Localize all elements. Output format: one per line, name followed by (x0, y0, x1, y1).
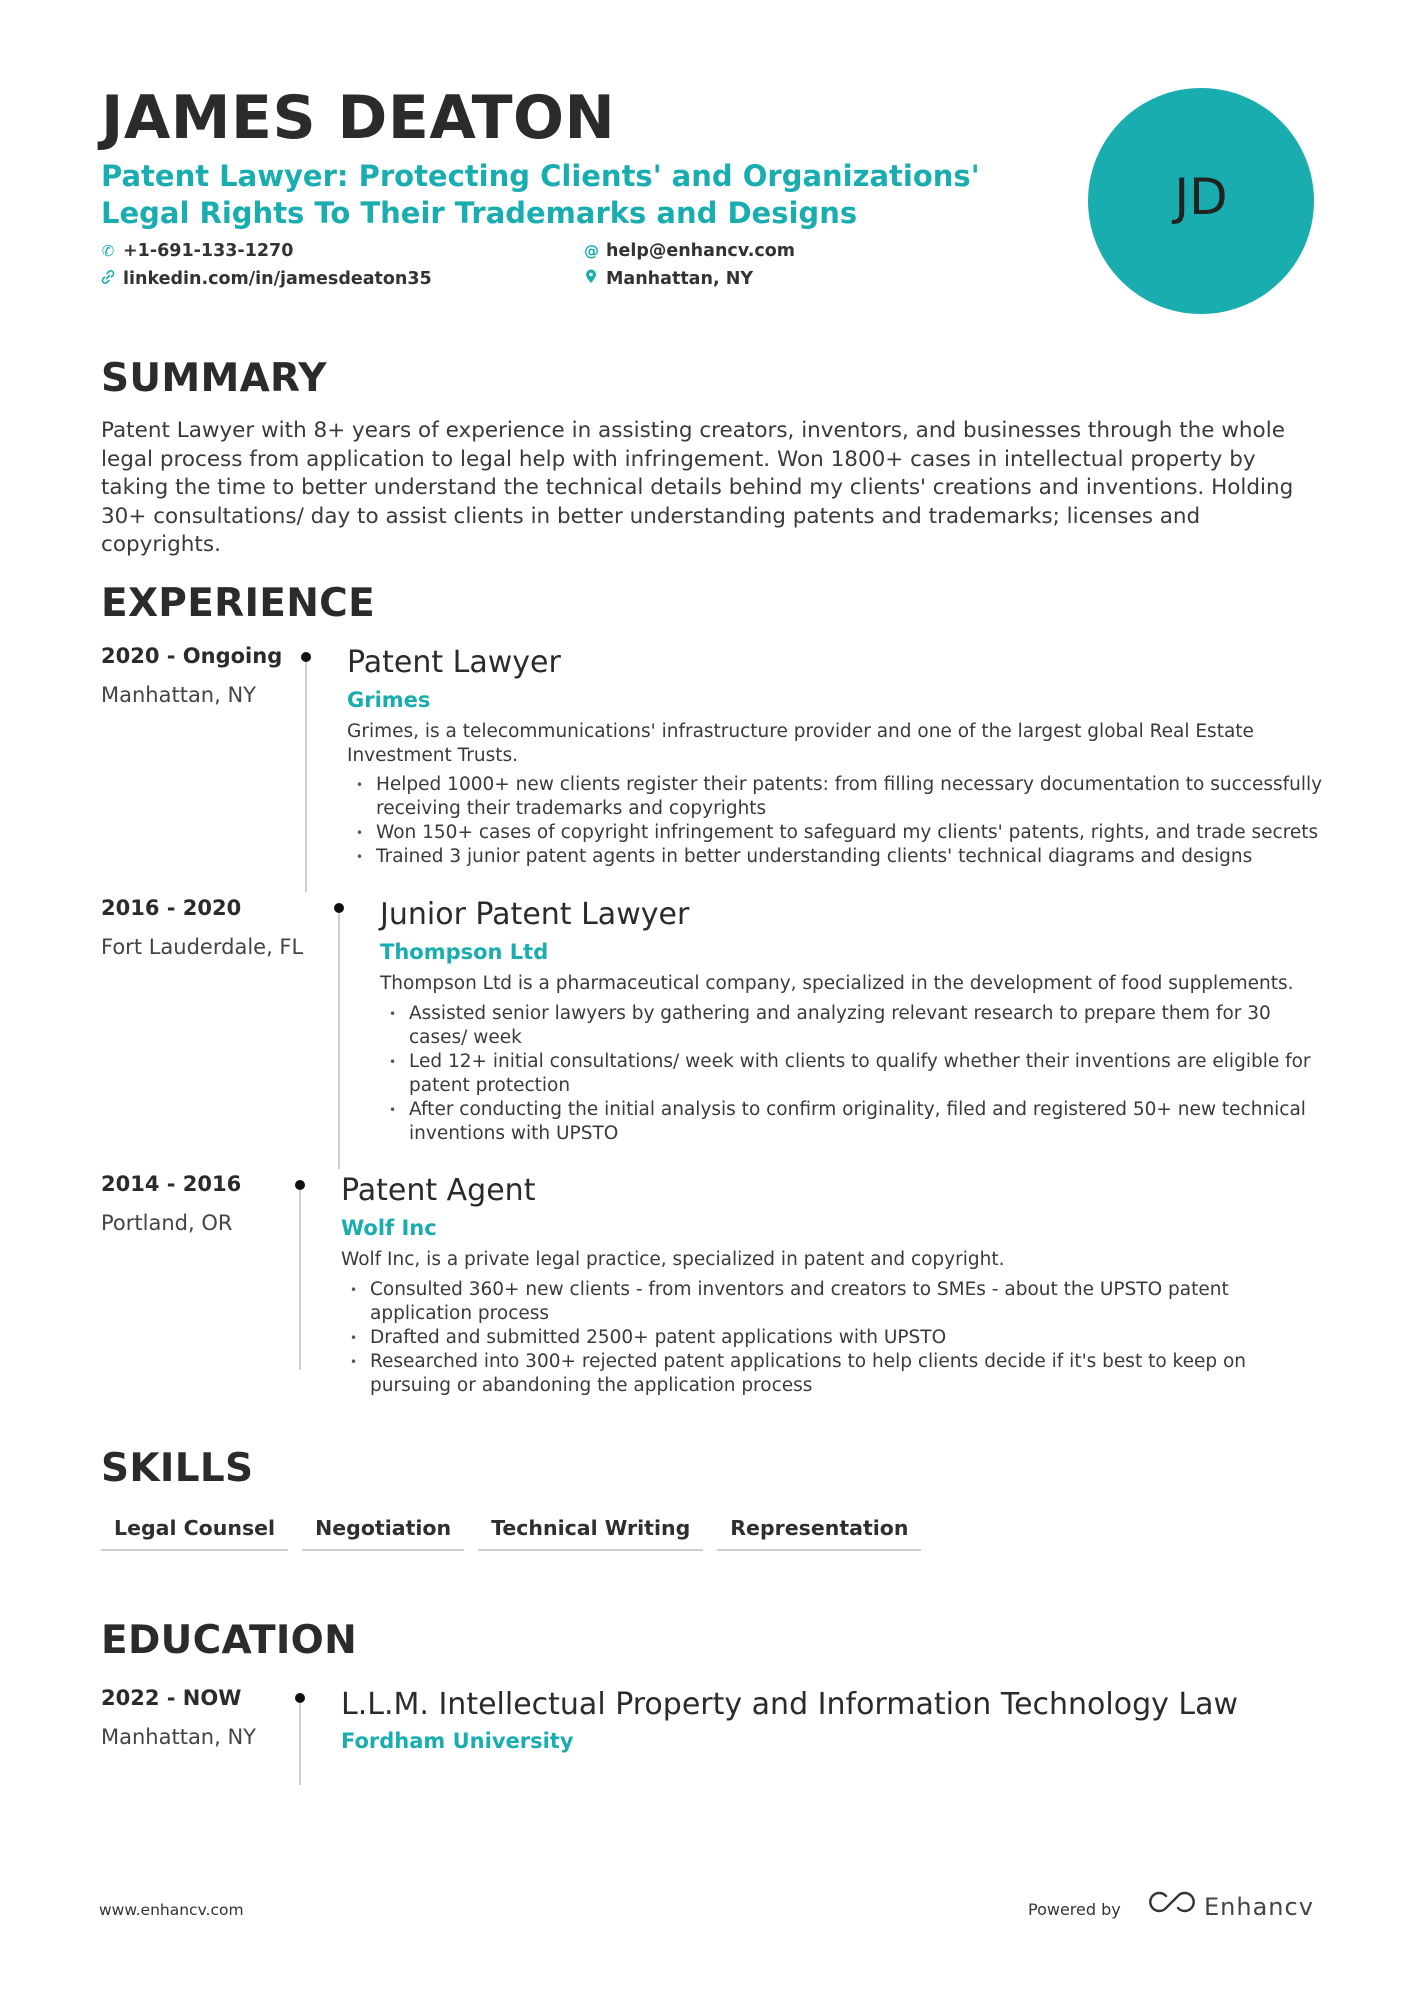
location-text: Manhattan, NY (606, 269, 754, 289)
experience-heading: EXPERIENCE (101, 581, 376, 626)
avatar (1088, 88, 1314, 314)
timeline-dot (295, 1693, 305, 1703)
timeline-line (299, 1703, 301, 1785)
experience-dates: 2014 - 2016 (101, 1172, 242, 1196)
company-name: Grimes (347, 688, 431, 712)
degree-title: L.L.M. Intellectual Property and Information Technology Law (341, 1687, 1239, 1722)
job-title: Patent Lawyer (347, 645, 561, 680)
list-item: • Won 150+ cases of copyright infringement to safeguard my clients' patents, rights, and trade secrets (347, 821, 1327, 845)
achievement-list (341, 1278, 1286, 1398)
powered-by-label: Powered by (1028, 1900, 1121, 1919)
achievement-list (380, 1002, 1315, 1146)
linkedin-text[interactable]: linkedin.com/in/jamesdeaton35 (123, 269, 432, 289)
education-dates: 2022 - NOW (101, 1686, 242, 1710)
candidate-name: JAMES DEATON (101, 83, 616, 153)
skill-tag: Representation (717, 1512, 921, 1551)
achievement-list (347, 773, 1327, 869)
company-description: Wolf Inc, is a private legal practice, specialized in patent and copyright. (341, 1249, 1005, 1270)
timeline-dot (334, 903, 344, 913)
contact-linkedin[interactable] (101, 268, 432, 290)
company-description: Thompson Ltd is a pharmaceutical company, specialized in the development of food supplements. (380, 973, 1294, 994)
at-sign-icon: @ (584, 242, 599, 260)
skills-heading: SKILLS (101, 1446, 254, 1491)
timeline-line (338, 913, 340, 1169)
experience-dates: 2020 - Ongoing (101, 644, 283, 668)
skill-tag: Legal Counsel (101, 1512, 288, 1551)
location-pin-icon (584, 268, 598, 290)
enhancv-brand[interactable]: Enhancv (1204, 1893, 1314, 1921)
summary-heading: SUMMARY (101, 356, 327, 401)
contact-phone (101, 240, 293, 262)
timeline-line (305, 662, 307, 892)
list-item: • Drafted and submitted 2500+ patent applications with UPSTO (341, 1326, 1286, 1350)
list-item: • Helped 1000+ new clients register their patents: from filling necessary documentation to successfully receiving their trademarks and copyrights (347, 773, 1327, 821)
summary-text: Patent Lawyer with 8+ years of experience in assisting creators, inventors, and businesses through the whole legal process from application to legal help with infringement. Won 1800+ cases in intellectual property by taking the time to better understand the technical details behind my clients' creations and inventions. Holding 30+ consultations/ day to assist clients in better understanding patents and trademarks; licenses and copyrights. (101, 418, 1294, 557)
timeline-dot (301, 652, 311, 662)
list-item: • Consulted 360+ new clients - from inventors and creators to SMEs - about the UPSTO patent application process (341, 1278, 1286, 1326)
skill-tag: Negotiation (302, 1512, 464, 1551)
experience-location: Fort Lauderdale, FL (101, 935, 304, 959)
company-description: Grimes, is a telecommunications' infrastructure provider and one of the largest global Real Estate Investment Trusts. (347, 721, 1254, 766)
list-item: • Trained 3 junior patent agents in better understanding clients' technical diagrams and designs (347, 845, 1327, 869)
education-heading: EDUCATION (101, 1618, 358, 1663)
timeline-dot (295, 1180, 305, 1190)
list-item: • Assisted senior lawyers by gathering and analyzing relevant research to prepare them for 30 cases/ week (380, 1002, 1315, 1050)
skills-list (101, 1512, 921, 1551)
list-item: • Researched into 300+ rejected patent applications to help clients decide if it's best to keep on pursuing or abandoning the application process (341, 1350, 1286, 1398)
experience-dates: 2016 - 2020 (101, 896, 242, 920)
job-title: Junior Patent Lawyer (380, 897, 690, 932)
list-item: • After conducting the initial analysis to confirm originality, filed and registered 50+ new technical inventions with UPSTO (380, 1098, 1315, 1146)
enhancv-logo-icon (1146, 1889, 1196, 1919)
skill-tag: Technical Writing (478, 1512, 703, 1551)
education-location: Manhattan, NY (101, 1725, 257, 1749)
phone-icon: ✆ (101, 242, 115, 260)
experience-location: Manhattan, NY (101, 683, 257, 707)
phone-text: +1-691-133-1270 (123, 241, 294, 261)
avatar-initials: JD (1174, 168, 1228, 226)
contact-email[interactable] (584, 240, 795, 262)
link-icon (101, 268, 115, 290)
job-title: Patent Agent (341, 1173, 536, 1208)
company-name: Wolf Inc (341, 1216, 437, 1240)
list-item: • Led 12+ initial consultations/ week with clients to qualify whether their inventions are eligible for patent protection (380, 1050, 1315, 1098)
experience-location: Portland, OR (101, 1211, 233, 1235)
contact-location (584, 268, 753, 290)
company-name: Thompson Ltd (380, 940, 549, 964)
headline: Patent Lawyer: Protecting Clients' and Organizations' Legal Rights To Their Trademarks and Designs (101, 159, 980, 230)
school-name: Fordham University (341, 1729, 574, 1753)
footer-url[interactable]: www.enhancv.com (99, 1901, 244, 1919)
timeline-line (299, 1190, 301, 1370)
email-text[interactable]: help@enhancv.com (606, 241, 796, 261)
